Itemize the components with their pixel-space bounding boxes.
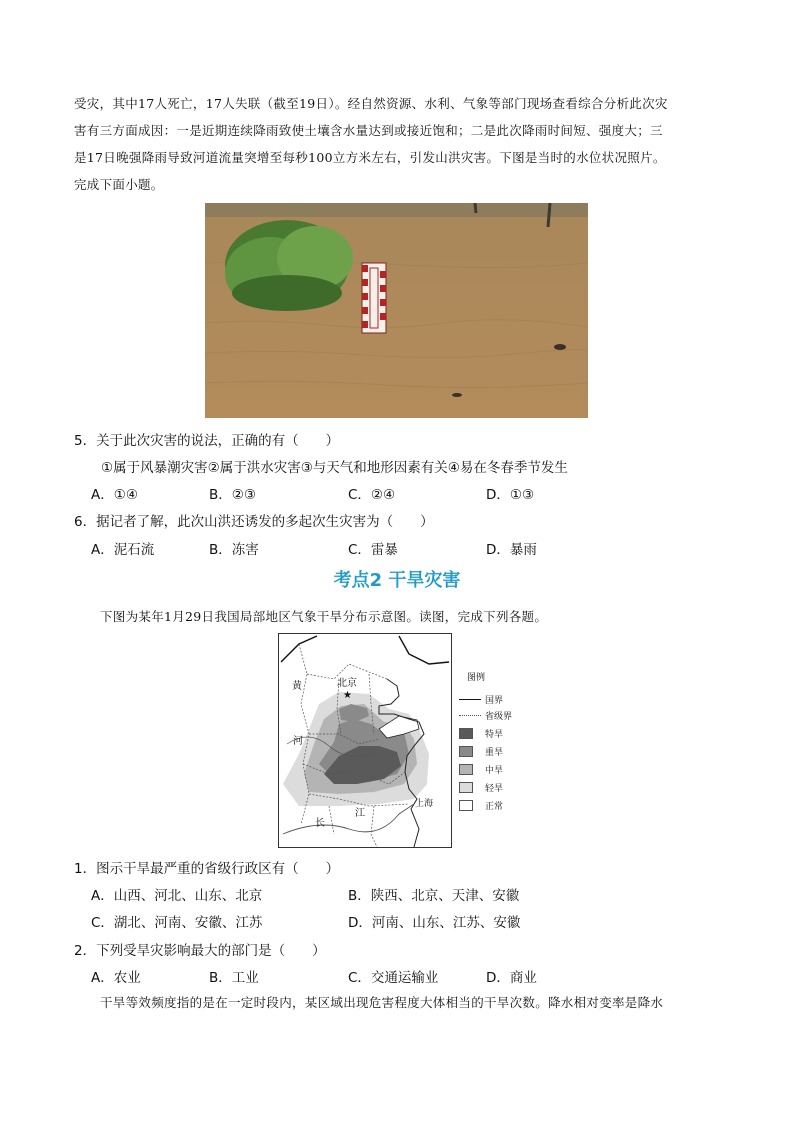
map-label-shanghai: 上海 — [415, 799, 434, 809]
question-2-stem: 2．下列受旱灾影响最大的部门是（ ） — [74, 943, 326, 959]
legend-item-light: 轻旱 — [459, 782, 539, 794]
legend-swatch — [459, 746, 473, 757]
map-label-he: 河 — [293, 736, 303, 747]
intro-line-4: 完成下面小题。 — [74, 177, 164, 192]
question-5-option-b[interactable]: B．②③ — [209, 487, 256, 503]
question-6-option-c[interactable]: C．雷暴 — [348, 542, 398, 558]
question-5-option-a[interactable]: A．①④ — [91, 487, 138, 503]
legend-item-severe: 重旱 — [459, 746, 539, 758]
water-gauge-post — [362, 263, 386, 333]
legend-title: 图例 — [467, 673, 486, 683]
flood-photo — [205, 203, 588, 418]
section-heading: 考点2 干旱灾害 — [333, 570, 461, 591]
question-2-option-a[interactable]: A．农业 — [91, 970, 141, 986]
question-1-option-d[interactable]: D．河南、山东、江苏、安徽 — [348, 915, 521, 931]
legend-item-moderate: 中旱 — [459, 764, 539, 776]
question-6-option-a[interactable]: A．泥石流 — [91, 542, 155, 558]
footer-paragraph: 干旱等效频度指的是在一定时段内，某区域出现危害程度大体相当的干旱次数。降水相对变率是降水 — [100, 995, 664, 1010]
map-label-huang: 黄 — [292, 681, 302, 692]
legend-swatch — [459, 728, 473, 739]
map-label-jiang: 江 — [355, 808, 365, 819]
legend-item-extreme: 特旱 — [459, 728, 539, 740]
question-2-option-b[interactable]: B．工业 — [209, 970, 259, 986]
question-2-option-d[interactable]: D．商业 — [486, 970, 537, 986]
legend-swatch — [459, 800, 473, 811]
question-1-option-a[interactable]: A．山西、河北、山东、北京 — [91, 888, 263, 904]
legend-item-provincial-border: 省级界 — [459, 710, 539, 722]
intro-line-3: 是17日晚强降雨导致河道流量突增至每秒100立方米左右，引发山洪灾害。下图是当时的水位状况照片。 — [74, 150, 666, 165]
question-1-option-c[interactable]: C．湖北、河南、安徽、江苏 — [91, 915, 263, 931]
legend-swatch — [459, 782, 473, 793]
question-6-stem: 6．据记者了解，此次山洪还诱发的多起次生灾害为（ ） — [74, 514, 434, 530]
drought-map — [278, 633, 452, 848]
question-1-option-b[interactable]: B．陕西、北京、天津、安徽 — [348, 888, 520, 904]
intro-line-2: 害有三方面成因：一是近期连续降雨致使土壤含水量达到或接近饱和；二是此次降雨时间短、强度大；三 — [74, 123, 663, 138]
question-1-stem: 1．图示干旱最严重的省级行政区有（ ） — [74, 861, 340, 877]
question-2-option-c[interactable]: C．交通运输业 — [348, 970, 439, 986]
question-5-option-c[interactable]: C．②④ — [348, 487, 396, 503]
willow-tree — [225, 220, 353, 311]
question-5-stem: 5．关于此次灾害的说法，正确的有（ ） — [74, 433, 340, 449]
map-label-beijing: 北京 — [337, 678, 357, 689]
legend-item-national-border: 国界 — [459, 694, 539, 706]
legend-item-normal: 正常 — [459, 800, 539, 812]
map-intro: 下图为某年1月29日我国局部地区气象干旱分布示意图。读图，完成下列各题。 — [100, 609, 548, 624]
map-label-chang: 长 — [315, 818, 325, 829]
legend-swatch — [459, 764, 473, 775]
question-6-option-b[interactable]: B．冻害 — [209, 542, 259, 558]
question-5-option-d[interactable]: D．①③ — [486, 487, 535, 503]
intro-line-1: 受灾，其中17人死亡，17人失联（截至19日）。经自然资源、水利、气象等部门现场查看综合分析此次灾 — [74, 96, 668, 111]
svg-text:★: ★ — [343, 690, 352, 701]
question-6-option-d[interactable]: D．暴雨 — [486, 542, 537, 558]
question-5-statements: ①属于风暴潮灾害②属于洪水灾害③与天气和地形因素有关④易在冬春季节发生 — [101, 460, 568, 476]
